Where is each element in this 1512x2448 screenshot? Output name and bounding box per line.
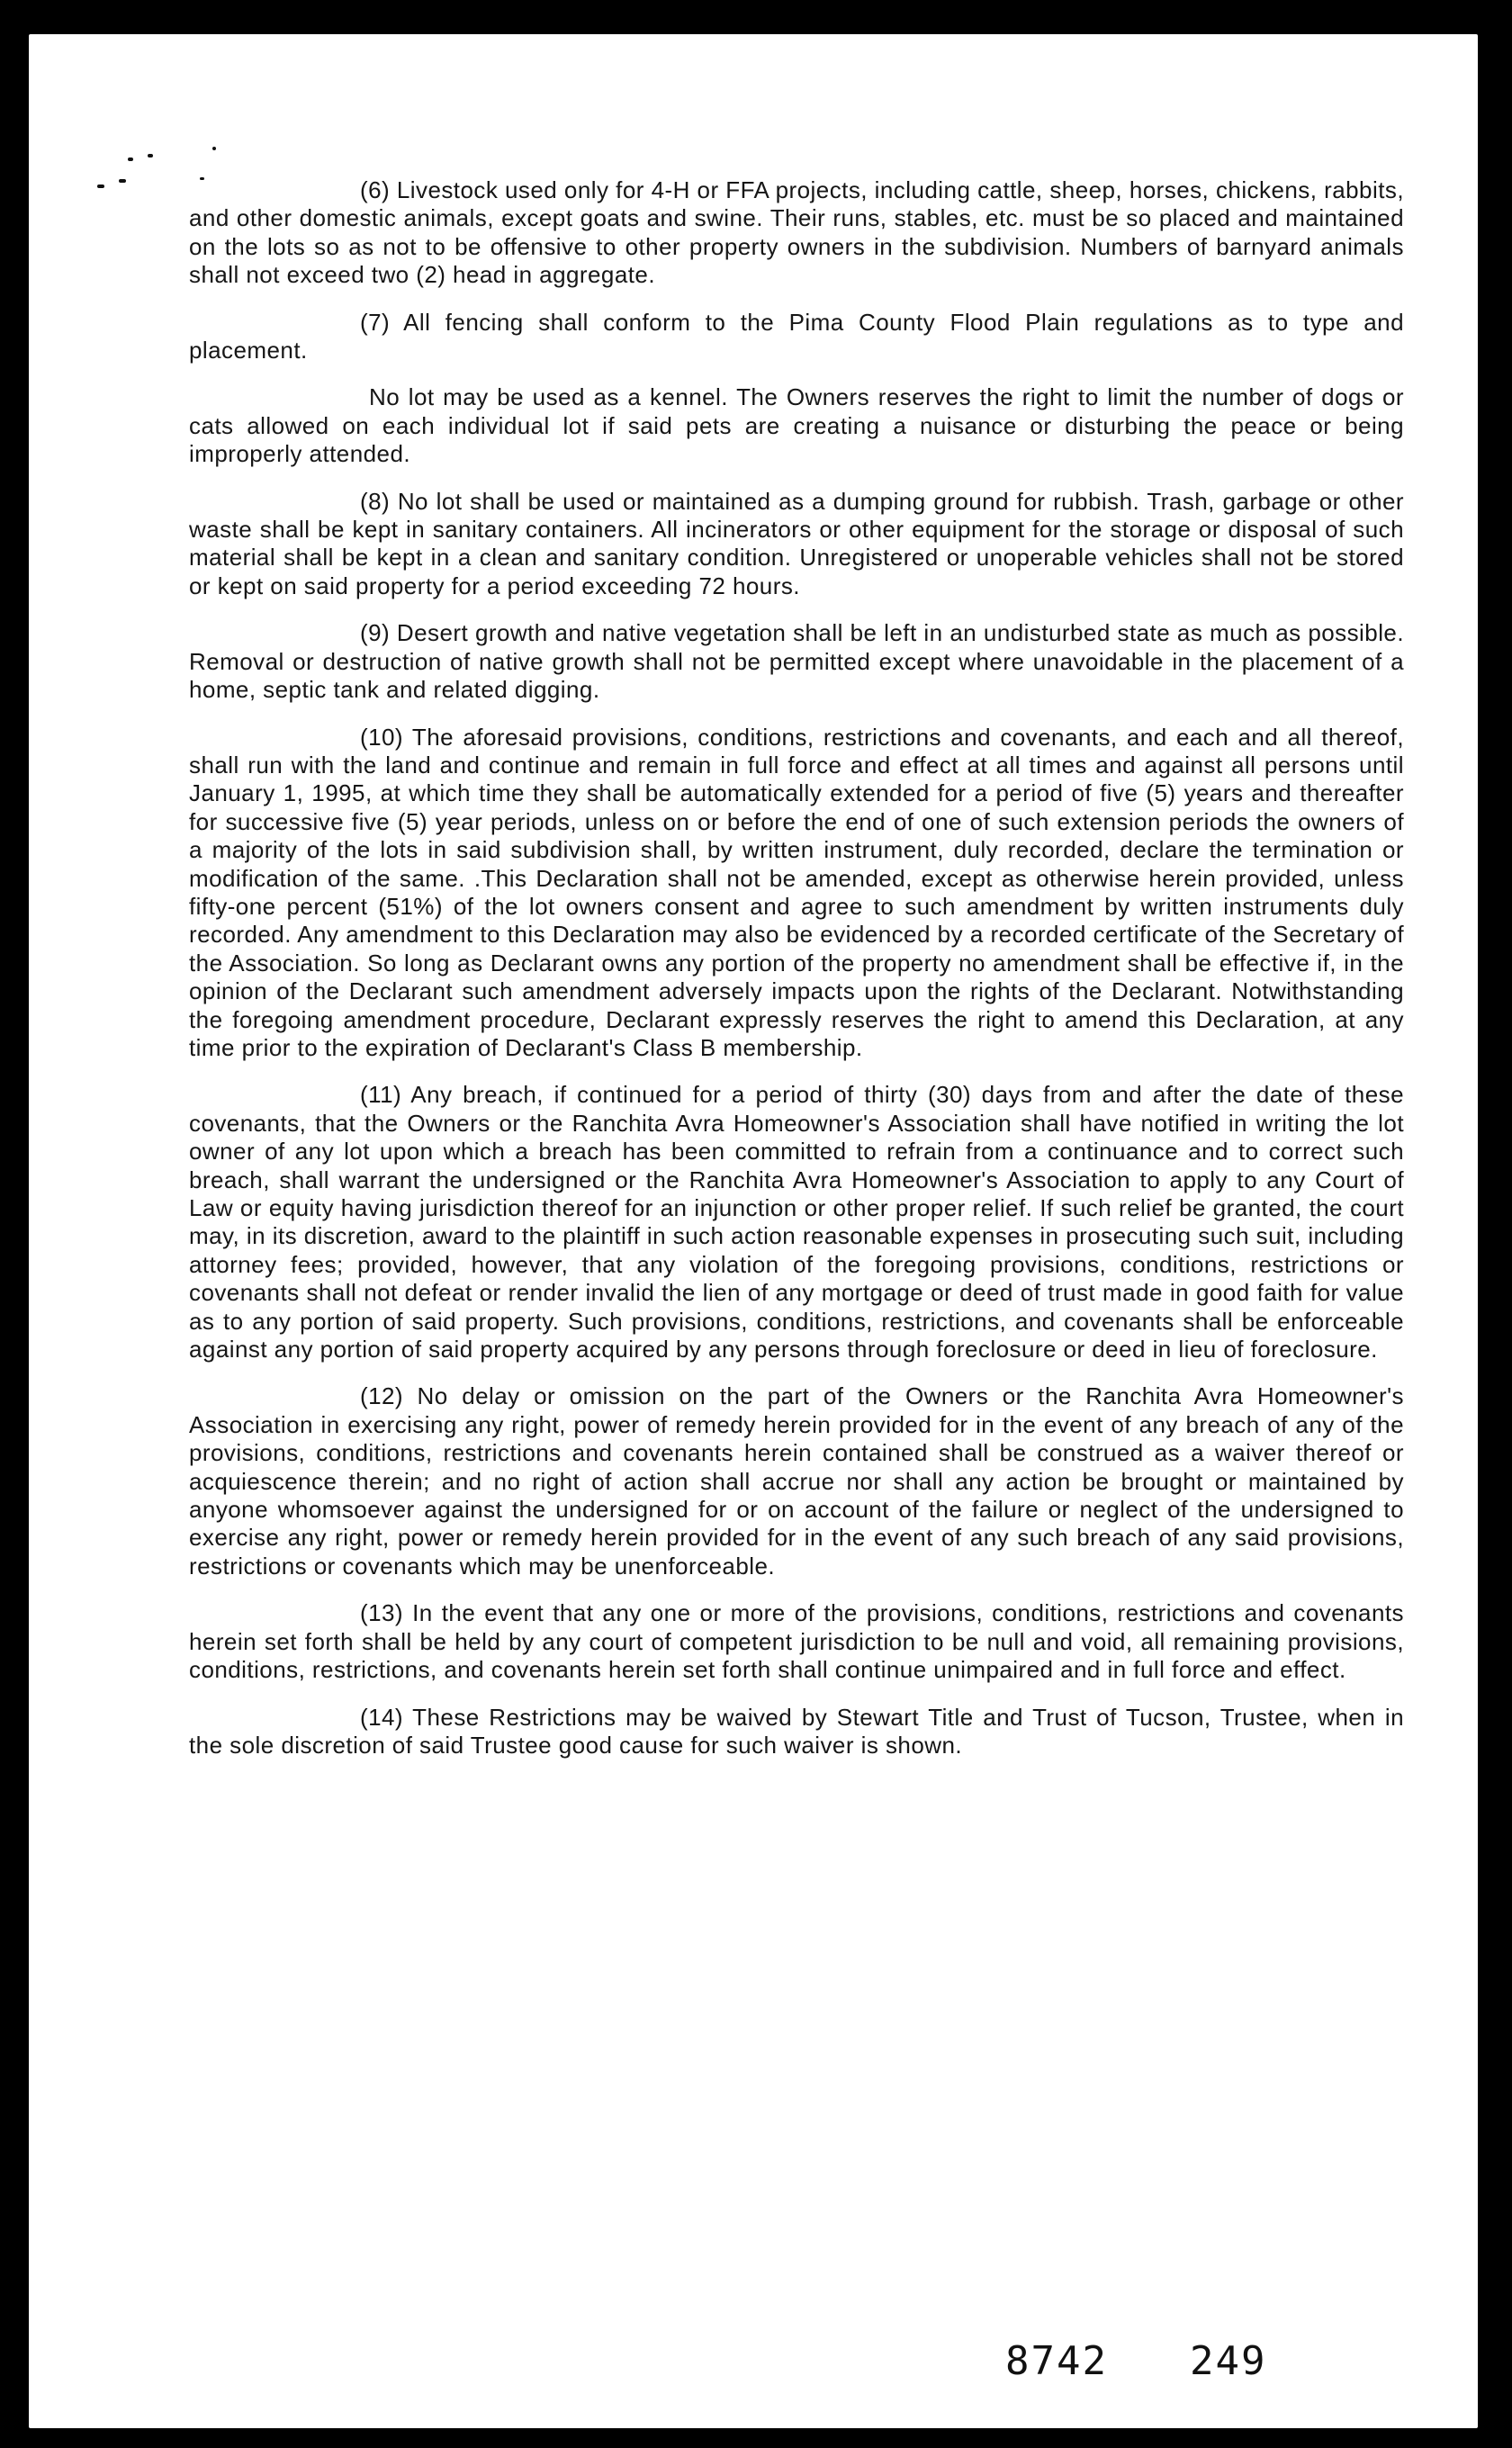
paragraph-12-delay: (12) No delay or omission on the part of the Owners or the Ranchita Avra Homeowner's Association in exercising any right, power of remedy herein provided for in the event of any breach of any of the provisions, conditions, restrictions and covenants herein contained shall be construed as a waiver thereof or acquiescence therein; and no right of action shall accrue nor shall any action be brought or maintained by anyone whomsoever against the undersigned for or on account of the failure or neglect of the undersigned to exercise any right, power or remedy herein provided for in the event of any such breach of any said provisions, restrictions or covenants which may be unenforceable. [189, 1382, 1404, 1580]
paragraph-7-fencing: (7) All fencing shall conform to the Pima County Flood Plain regulations as to type and placement. [189, 308, 1404, 364]
paragraph-9-vegetation: (9) Desert growth and native vegetation shall be left in an undisturbed state as much as possible. Removal or destruction of native growth shall not be permitted except where unavoidable in the placement of a home, septic tank and related digging. [189, 619, 1404, 704]
paragraph-14-waiver: (14) These Restrictions may be waived by Stewart Title and Trust of Tucson, Trustee, when in the sole discretion of said Trustee good cause for such waiver is shown. [189, 1703, 1404, 1759]
paragraph-6-livestock: (6) Livestock used only for 4-H or FFA projects, including cattle, sheep, horses, chickens, rabbits, and other domestic animals, except goats and swine. Their runs, stables, etc. must be so placed and maintained on the lots so as not to be offensive to other property owners in the subdivision. Numbers of barnyard animals shall not exceed two (2) head in aggregate. [189, 176, 1404, 289]
paragraph-kennel: No lot may be used as a kennel. The Owners reserves the right to limit the number of dogs or cats allowed on each individual lot if said pets are creating a nuisance or disturbing the peace or being improperly attended. [189, 383, 1404, 468]
paragraph-10-term: (10) The aforesaid provisions, conditions, restrictions and covenants, and each and all thereof, shall run with the land and continue and remain in full force and effect at all times and against all persons until January 1, 1995, at which time they shall be automatically extended for a period of five (5) years and thereafter for successive five (5) year periods, unless on or before the end of one of such extension periods the owners of a majority of the lots in said subdivision shall, by written instrument, duly recorded, declare the termination or modification of the same. .This Declaration shall not be amended, except as otherwise herein provided, unless fifty-one percent (51%) of the lot owners consent and agree to such amendment by written instruments duly recorded. Any amendment to this Declaration may also be evidenced by a recorded certificate of the Secretary of the Association. So long as Declarant owns any portion of the property no amendment shall be effective if, in the opinion of the Declarant such amendment adversely impacts upon the rights of the Declarant. Notwithstanding the foregoing amendment procedure, Declarant expressly reserves the right to amend this Declaration, at any time prior to the expiration of Declarant's Class B membership. [189, 723, 1404, 1061]
document-body [189, 176, 1404, 1778]
paragraph-11-breach: (11) Any breach, if continued for a period of thirty (30) days from and after the date of these covenants, that the Owners or the Ranchita Avra Homeowner's Association shall have notified in writing the lot owner of any lot upon which a breach has been committed to refrain from a continuance and to correct such breach, shall warrant the undersigned or the Ranchita Avra Homeowner's Association to apply to any Court of Law or equity having jurisdiction thereof for an injunction or other proper relief. If such relief be granted, the court may, in its discretion, award to the plaintiff in such action reasonable expenses in prosecuting such suit, including attorney fees; provided, however, that any violation of the foregoing provisions, conditions, restrictions or covenants shall not defeat or render invalid the lien of any mortgage or deed of trust made in good faith for value as to any portion of said property. Such provisions, conditions, restrictions, and covenants shall be enforceable against any portion of said property acquired by any persons through foreclosure or deed in lieu of foreclosure. [189, 1081, 1404, 1364]
paragraph-13-severability: (13) In the event that any one or more of the provisions, conditions, restrictions and covenants herein set forth shall be held by any court of competent jurisdiction to be null and void, all remaining provisions, conditions, restrictions, and covenants herein set forth shall continue unimpaired and in full force and effect. [189, 1599, 1404, 1684]
paragraph-8-dumping: (8) No lot shall be used or maintained as a dumping ground for rubbish. Trash, garbage or other waste shall be kept in sanitary containers. All incinerators or other equipment for the storage or disposal of such material shall be kept in a clean and sanitary condition. Unregistered or unoperable vehicles shall not be stored or kept on said property for a period exceeding 72 hours. [189, 487, 1404, 599]
recording-book-number: 8742 [1005, 2338, 1108, 2384]
recording-page-number: 249 [1190, 2338, 1267, 2384]
document-page [29, 34, 1478, 2428]
